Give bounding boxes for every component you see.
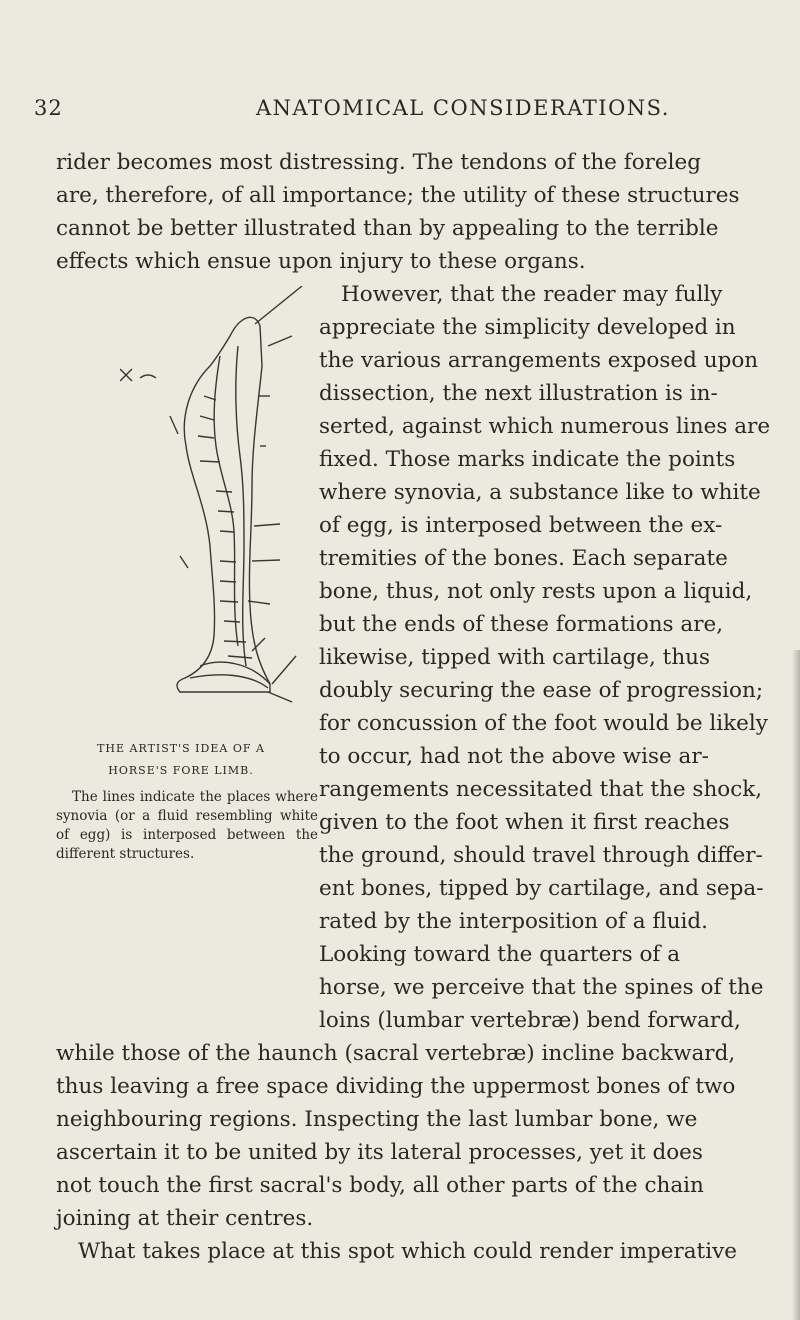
column-line: doubly securing the ease of progression; (319, 678, 764, 703)
caption-title-line: THE ARTIST'S IDEA OF A (97, 742, 265, 755)
caption-title-line: HORSE'S FORE LIMB. (108, 764, 254, 777)
body-line: while those of the haunch (sacral vertebræ) incline backward, (56, 1041, 736, 1066)
body-line: thus leaving a free space dividing the uppermost bones of two (56, 1074, 736, 1099)
body-line: cannot be better illustrated than by appealing to the terrible (56, 216, 719, 241)
page-edge-shadow (792, 650, 800, 1320)
page-header (34, 96, 764, 126)
column-line: to occur, had not the above wise ar- (319, 744, 709, 769)
column-line: bone, thus, not only rests upon a liquid, (319, 579, 753, 604)
column-line: the various arrangements exposed upon (319, 348, 759, 373)
column-line: likewise, tipped with cartilage, thus (319, 645, 711, 670)
body-line: rider becomes most distressing. The tendons of the foreleg (56, 150, 701, 175)
fore-limb-drawing (120, 286, 320, 706)
column-line: serted, against which numerous lines are (319, 414, 771, 439)
column-line: appreciate the simplicity developed in (319, 315, 736, 340)
page-number: 32 (34, 96, 63, 120)
column-line: However, that the reader may fully (341, 282, 723, 307)
column-line: rated by the interposition of a fluid. (319, 909, 709, 934)
column-line: given to the foot when it first reaches (319, 810, 730, 835)
column-line: tremities of the bones. Each separate (319, 546, 728, 571)
body-line: are, therefore, of all importance; the utility of these structures (56, 183, 740, 208)
column-line: horse, we perceive that the spines of the (319, 975, 764, 1000)
column-line: but the ends of these formations are, (319, 612, 724, 637)
column-line: dissection, the next illustration is in- (319, 381, 718, 406)
figure-caption-title (56, 738, 306, 782)
body-line: neighbouring regions. Inspecting the last lumbar bone, we (56, 1107, 698, 1132)
column-line: loins (lumbar vertebræ) bend forward, (319, 1008, 741, 1033)
column-line: for concussion of the foot would be likely (319, 711, 768, 736)
body-line: effects which ensue upon injury to these organs. (56, 249, 586, 274)
column-line: rangements necessitated that the shock, (319, 777, 763, 802)
column-line: fixed. Those marks indicate the points (319, 447, 736, 472)
body-line: ascertain it to be united by its lateral processes, yet it does (56, 1140, 703, 1165)
running-head: ANATOMICAL CONSIDERATIONS. (256, 96, 670, 120)
body-line: not touch the first sacral's body, all other parts of the chain (56, 1173, 704, 1198)
column-line: the ground, should travel through differ- (319, 843, 763, 868)
body-line: What takes place at this spot which could render imperative (78, 1239, 737, 1264)
body-line: joining at their centres. (56, 1206, 314, 1231)
column-line: Looking toward the quarters of a (319, 942, 681, 967)
figure-caption-body: The lines indicate the places where synovia (or a fluid resembling white of egg) is interposed between the different structures. (56, 789, 318, 862)
column-line: ent bones, tipped by cartilage, and sepa- (319, 876, 764, 901)
column-line: of egg, is interposed between the ex- (319, 513, 723, 538)
column-line: where synovia, a substance like to white (319, 480, 761, 505)
fore-limb-illustration (120, 286, 320, 706)
